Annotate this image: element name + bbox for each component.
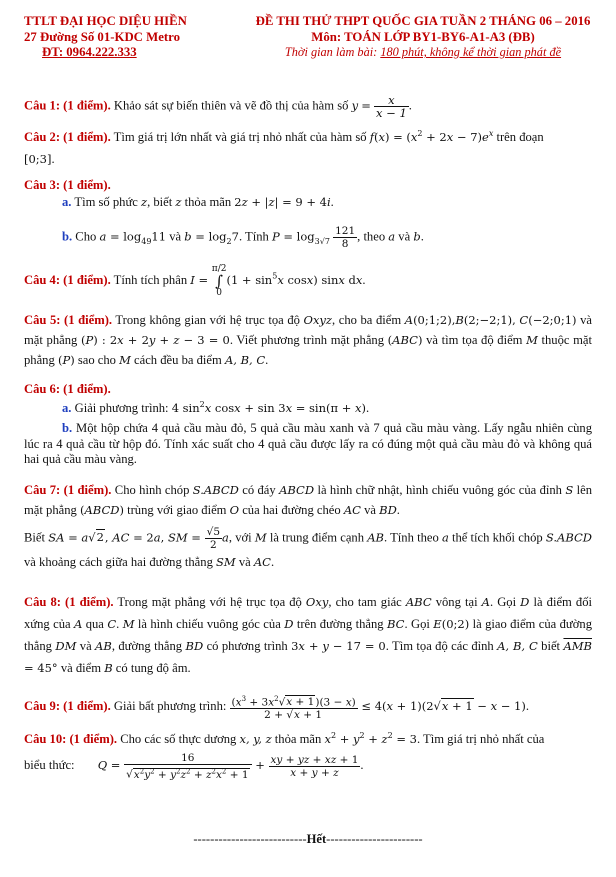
question-7: Câu 7: (1 điểm). Cho hình chóp S.ABCD có đáy ABCD là hình chữ nhật, hình chiếu vuông góc của đỉnh S lên mặt phẳng (ABCD) trùng với giao điểm O của hai đường chéo AC và BD.	[24, 482, 593, 517]
question-6	[24, 382, 592, 398]
question-8: Câu 8: (1 điểm). Trong mặt phẳng với hệ trục tọa độ Oxy, cho tam giác ABC vông tại A. Gọi D là điểm đối xứng của A qua C. M là hình chiếu vuông góc của D trên đường thẳng BC. Gọi E(0;2) là giao điểm của đường thẳng DM và AB, đường thẳng BD có phương trình 3x + y − 17 = 0. Tìm tọa độ các đỉnh A, B, C biết $\overline{AMB} = 45^\circ$ và điểm B có tung độ âm.	[24, 594, 593, 675]
question-label: Câu 10: (1 điểm).	[24, 732, 118, 747]
question-6a: a. Giải phương trình: 4 $\sin^2x$ cosx + sin 3x = sin(π + x).	[62, 399, 370, 416]
question-5: Câu 5: (1 điểm). Trong không gian với hệ trục tọa độ Oxyz, cho ba điểm A(0;1;2),B(2;−2;1), C(−2;0;1) và mặt phẳng (P) : 2x + 2y + z − 3 = 0. Viết phương trình mặt phẳng (ABC) và tìm tọa độ điểm M thuộc mặt phẳng (P) sao cho M cách đều ba điểm A, B, C.	[24, 313, 593, 368]
question-label: Câu 9: (1 điểm).	[24, 699, 111, 714]
school-name: TTLT ĐẠI HỌC DIỆU HIỀN	[24, 14, 187, 28]
question-label: Câu 3: (1 điểm).	[24, 177, 111, 192]
question-label: Câu 5: (1 điểm).	[24, 313, 113, 328]
question-3	[24, 178, 592, 194]
question-3b: b. Cho $a = \log_{49}11$ và $b = \log_27$. Tính $P = \log_{3√7}$ $\frac{121}{8}$ , theo a và b.	[62, 225, 424, 251]
exam-time: Thời gian làm bài: 180 phút, không kể thời gian phát đề	[284, 45, 562, 59]
question-1: Câu 1: (1 điểm). Khảo sát sự biến thiên và vẽ đồ thị của hàm số y = $\frac{x}{x - 1}$ .	[24, 93, 412, 120]
exam-title: ĐỀ THI THỬ THPT QUỐC GIA TUẦN 2 THÁNG 06 – 2016	[255, 14, 591, 28]
question-9: Câu 9: (1 điểm). Giải bất phương trình: $\frac{(x^3 + 3x^2√x + 1)(3 - x)}{2 + √x + 1}$ ≤ 4(x + 1)(2√x + 1 − x − 1).	[24, 694, 530, 722]
question-label: Câu 4: (1 điểm).	[24, 273, 111, 288]
end-marker: ---------------------------Hết-----------------------	[193, 832, 423, 846]
question-2: Câu 2: (1 điểm). Tìm giá trị lớn nhất và giá trị nhỏ nhất của hàm số $f(x) = (x^2 + 2x - 7)e^x$ trên đoạn	[24, 129, 544, 145]
school-address: 27 Đường Số 01-KDC Metro	[24, 29, 180, 44]
school-phone: ĐT: 0964.222.333	[42, 45, 137, 59]
exam-body: Câu 1: (1 điểm). Khảo sát sự biến thiên và vẽ đồ thị của hàm số y = $\frac{x}{x - 1}$ . Câu 2: (1 điểm). Tìm giá trị lớn nhất và giá trị nhỏ nhất của hàm số $f(x) = (x^2 + 2x - 7)e^x$ trên đoạn [0;3]. Câu 3: (1 điểm). a. Tìm số phức z, biết z thỏa mãn 2z + |z| = 9 + 4i. b. Cho $a = \log_{49}11$ và $b = \log_27$. Tính $P = \log_{3√7}$ $\frac{121}{8}$ , theo a và b. Câu 4: (1 điểm). Tính tích phân I = π/2 ∫ 0 ($1 + \sin^5x$ cosx) sinx dx. Câu 5: (1 điểm). Trong không gian với hệ trục tọa độ Oxyz, cho ba điểm A(0;1;2),B(2;−2;1), C(−2;0;1) và mặt phẳng (P) : 2x + 2y + z − 3 = 0. Viết phương trình mặt phẳng (ABC) và tìm tọa độ điểm M thuộc mặt phẳng (P) sao cho M cách đều ba điểm A, B, C. Câu 6: (1 điểm). a. Giải phương trình: 4 $\sin^2x$ cosx + sin 3x = sin(π + x). b. Một hộp chứa 4 quả cầu màu đỏ, 5 quả cầu màu xanh và 7 quả cầu màu vàng. Lấy ngẫu nhiên cùng lúc ra 4 quả cầu từ hộp đó. Tính xác suất cho 4 quả cầu được lấy ra có đúng một quả cầu màu đỏ và không quá hai quả cầu màu vàng. Câu 7: (1 điểm). Cho hình chóp S.ABCD có đáy ABCD là hình chữ nhật, hình chiếu vuông góc của đỉnh S lên mặt phẳng (ABCD) trùng với giao điểm O của hai đường chéo AC và BD. Biết SA = a√2, AC = 2a, SM = $\frac{√5}{2}$ a, với M là trung điểm cạnh AB. Tính theo a thể tích khối chóp S.ABCD và khoảng cách giữa hai đường thẳng SM và AC. Câu 8: (1 điểm). Trong mặt phẳng với hệ trục tọa độ Oxy, cho tam giác ABC vông tại A. Gọi D là điểm đối xứng của A qua C. M là hình chiếu vuông góc của D trên đường thẳng BC. Gọi E(0;2) là giao điểm của đường thẳng DM và AB, đường thẳng BD có phương trình 3x + y − 17 = 0. Tìm tọa độ các đỉnh A, B, C biết $\overline{AMB} = 45^\circ$ và điểm B có tung độ âm. Câu 9: (1 điểm). Giải bất phương trình: $\frac{(x^3 + 3x^2√x + 1)(3 - x)}{2 + √x + 1}$ ≤ 4(x + 1)(2√x + 1 − x − 1). Câu 10: (1 điểm). Cho các số thực dương x, y, z thỏa mãn $x^2 + y^2 + z^2 = 3$. Tìm giá trị nhỏ nhất của biểu thức: Q = $\frac{16}{√x^2y^2 + y^2z^2 + z^2x^2 + 1}$ + $\frac{xy + yz + xz + 1}{x + y + z}$ .	[24, 93, 593, 781]
question-4: Câu 4: (1 điểm). Tính tích phân I = π/2 ∫ 0 ($1 + \sin^5x$ cosx) sinx dx.	[24, 264, 366, 299]
school-info	[24, 14, 254, 61]
question-label: Câu 2: (1 điểm).	[24, 130, 111, 145]
question-label: Câu 7: (1 điểm).	[24, 482, 112, 497]
question-label: Câu 1: (1 điểm).	[24, 98, 111, 113]
question-10: Câu 10: (1 điểm). Cho các số thực dương x, y, z thỏa mãn $x^2 + y^2 + z^2 = 3$. Tìm giá trị nhỏ nhất của	[24, 731, 545, 747]
question-6b: b. Một hộp chứa 4 quả cầu màu đỏ, 5 quả cầu màu xanh và 7 quả cầu màu vàng. Lấy ngẫu nhiên cùng lúc ra 4 quả cầu từ hộp đó. Tính xác suất cho 4 quả cầu được lấy ra có đúng một quả cầu màu đỏ và không quá hai quả cầu màu vàng.	[24, 420, 592, 467]
exam-info	[230, 14, 616, 61]
exam-header	[0, 14, 616, 78]
question-label: Câu 8: (1 điểm).	[24, 594, 114, 609]
question-3a: a. Tìm số phức z, biết z thỏa mãn 2z + |z| = 9 + 4i.	[62, 195, 334, 210]
question-label: Câu 6: (1 điểm).	[24, 382, 111, 397]
exam-subject: Môn: TOÁN LỚP BY1-BY6-A1-A3 (ĐB)	[311, 29, 535, 44]
